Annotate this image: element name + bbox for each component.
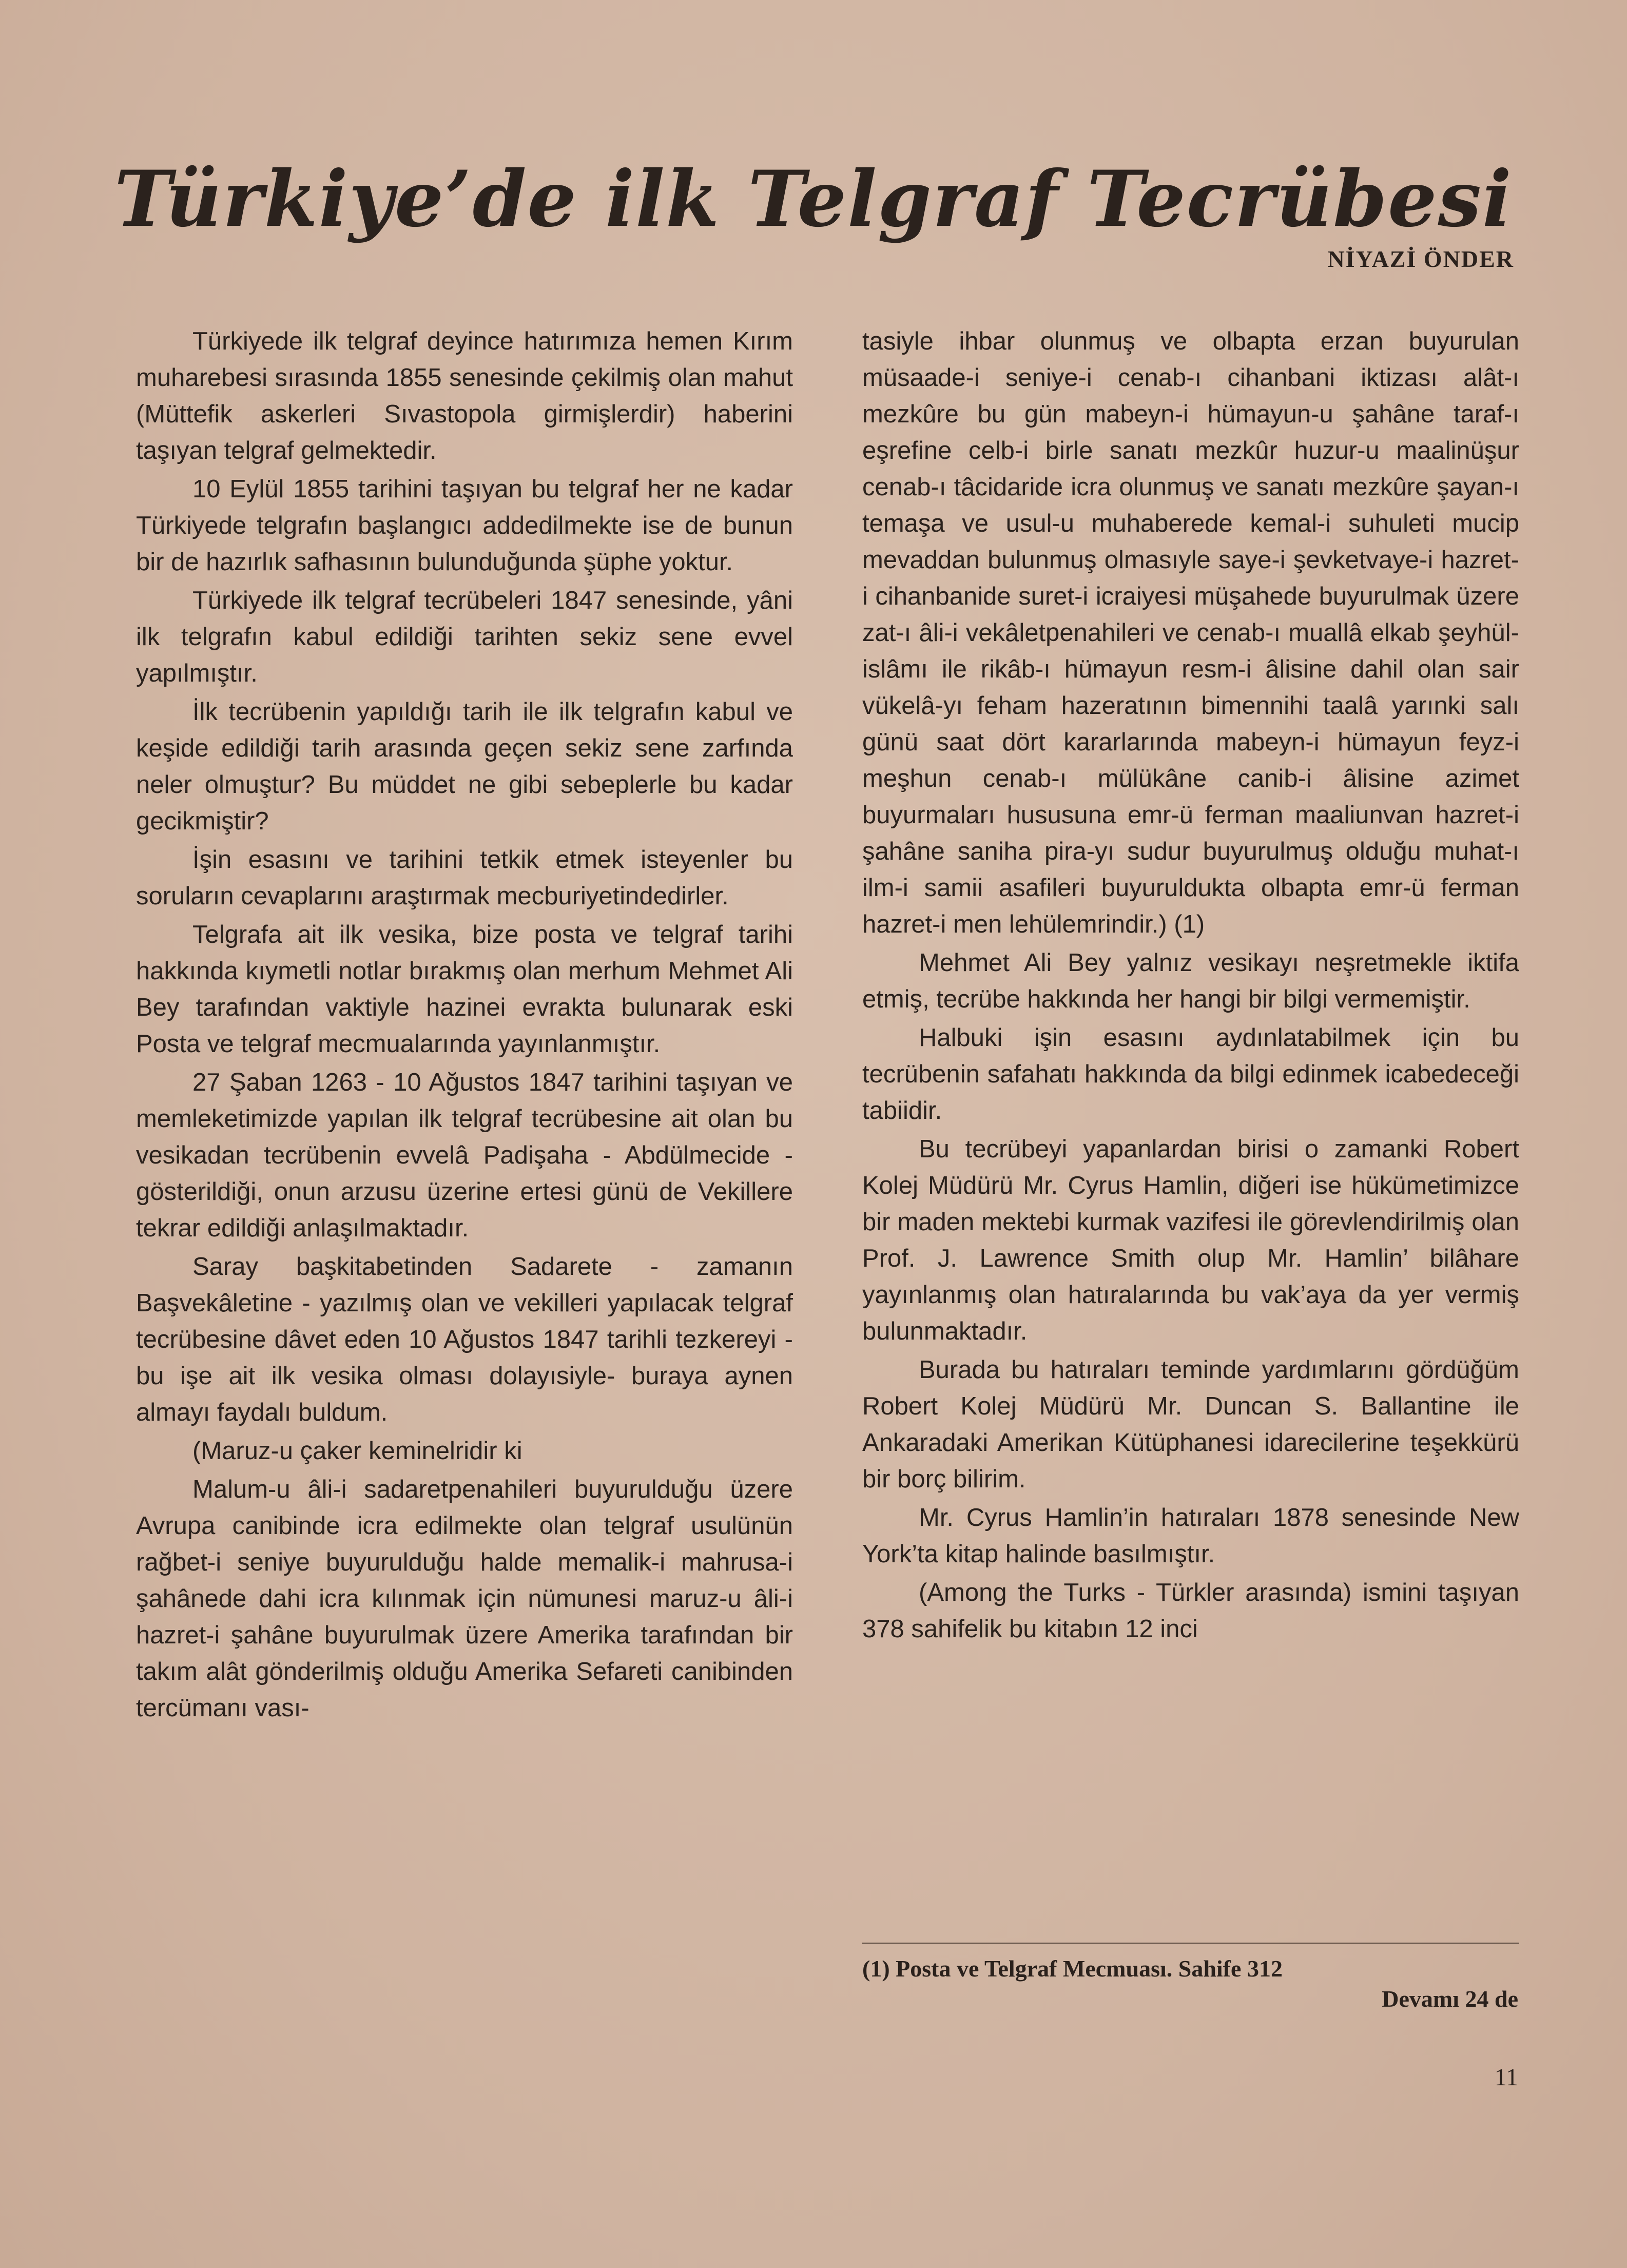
footnote-divider: [862, 1943, 1519, 1944]
paragraph: Türkiyede ilk telgraf deyince hatırımıza hemen Kırım muharebesi sırasında 1855 senesinde çekilmiş olan mahut (Müttefik askerleri Sıvastopola girmişlerdir) haberini taşıyan telgraf gelmektedir.: [136, 327, 793, 464]
paragraph: 10 Eylül 1855 tarihini taşıyan bu telgraf her ne kadar Türkiyede telgrafın başlangıcı addedilmekte ise de bunun bir de hazırlık safhasının bulunduğunda şüphe yoktur.: [136, 475, 793, 576]
footnote: (1) Posta ve Telgraf Mecmuası. Sahife 312: [862, 1955, 1283, 1982]
paragraph: Burada bu hatıraları teminde yardımlarını gördüğüm Robert Kolej Müdürü Mr. Duncan S. Ballantine ile Ankaradaki Amerikan Kütüphanesi idarecilerine teşekkürü bir borç bilirim.: [862, 1356, 1519, 1493]
continued-note: Devamı 24 de: [1382, 1986, 1518, 2012]
paragraph: 27 Şaban 1263 - 10 Ağustos 1847 tarihini taşıyan ve memleketimizde yapılan ilk telgraf tecrübesine ait olan bu vesikadan tecrübenin evvelâ Padişaha - Abdülmecide - gösterildiği, onun arzusu üzerine ertesi günü de Vekillere tekrar edildiği anlaşılmaktadır.: [136, 1069, 793, 1242]
article-title: Türkiye’de ilk Telgraf Tecrübesi: [114, 154, 1513, 244]
right-column: [862, 323, 1519, 1650]
paragraph: Türkiyede ilk telgraf tecrübeleri 1847 senesinde, yâni ilk telgrafın kabul edildiği tarihten sekiz sene evvel yapılmıştır.: [136, 587, 793, 687]
paragraph: Mehmet Ali Bey yalnız vesikayı neşretmekle iktifa etmiş, tecrübe hakkında her hangi bir bilgi vermemiştir.: [862, 949, 1519, 1013]
paragraph: Saray başkitabetinden Sadarete - zamanın Başvekâletine - yazılmış olan ve vekilleri yapılacak telgraf tecrübesine dâvet eden 10 Ağustos 1847 tarihli tezkereyi -bu işe ait ilk vesika olması dolayısiyle- buraya aynen almayı faydalı buldum.: [136, 1253, 793, 1426]
paragraph: İlk tecrübenin yapıldığı tarih ile ilk telgrafın kabul ve keşide edildiği tarih arasında geçen sekiz sene zarfında neler olmuştur? Bu müddet ne gibi sebeplerle bu kadar gecikmiştir?: [136, 698, 793, 835]
paragraph: Mr. Cyrus Hamlin’in hatıraları 1878 senesinde New York’ta kitap halinde basılmıştır.: [862, 1504, 1519, 1568]
paragraph: İşin esasını ve tarihini tetkik etmek isteyenler bu soruların cevaplarını araştırmak mecburiyetindedirler.: [136, 846, 793, 910]
paragraph: Telgrafa ait ilk vesika, bize posta ve telgraf tarihi hakkında kıymetli notlar bırakmış olan merhum Mehmet Ali Bey tarafından vaktiyle hazinei evrakta bulunarak eski Posta ve telgraf mecmualarında yayınlanmıştır.: [136, 921, 793, 1058]
paragraph: (Maruz-u çaker keminelridir ki: [192, 1437, 522, 1465]
paragraph: tasiyle ihbar olunmuş ve olbapta erzan buyurulan müsaade-i seniye-i cenab-ı cihanbani iktizası alât-ı mezkûre bu gün mabeyn-i hümayun-u şahâne taraf-ı eşrefine celb-i birle sanatı mezkûr huzur-u maalinüşur cenab-ı tâcidaride icra olunmuş ve sanatı mezkûre şayan-ı temaşa ve usul-u muhaberede kemal-i suhuleti mucip mevaddan bulunmuş olmasıyle saye-i şevketvaye-i hazret-i cihanbanide suret-i icraiyesi müşahede buyurulmak üzere zat-ı âli-i vekâletpenahileri ve cenab-ı muallâ elkab şeyhül-islâmı ile rikâb-ı hümayun resm-i âlisine dahil olan sair vükelâ-yı feham hazeratının bimennihi taalâ yarınki salı günü saat dört kararlarında mabeyn-i hümayun feyz-i meşhun cenab-ı mülükâne canib-i âlisine azimet buyurmaları hususuna emr-ü ferman maaliunvan hazret-i şahâne saniha pira-yı sudur buyurulmuş olduğu muhat-ı ilm-i samii asafileri buyuruldukta olbapta emr-ü ferman hazret-i men lehülemrindir.) (1): [862, 327, 1519, 938]
paragraph: (Among the Turks - Türkler arasında) ismini taşıyan 378 sahifelik bu kitabın 12 inci: [862, 1579, 1519, 1643]
paragraph: Malum-u âli-i sadaretpenahileri buyurulduğu üzere Avrupa canibinde icra edilmekte olan telgraf usulünün rağbet-i seniye buyurulduğu halde memalik-i mahrusa-i şahânede dahi icra kılınmak için nümunesi maruz-u âli-i hazret-i şahâne buyurulmak üzere Amerika tarafından bir takım alât gönderilmiş olduğu Amerika Sefareti canibinden tercümanı vası-: [136, 1476, 793, 1722]
paragraph: Bu tecrübeyi yapanlardan birisi o zamanki Robert Kolej Müdürü Mr. Cyrus Hamlin, diğeri ise hükümetimizce bir maden mektebi kurmak vazifesi ile görevlendirilmiş olan Prof. J. Lawrence Smith olup Mr. Hamlin’ bilâhare yayınlanmış olan hatıralarında bu vak’aya da yer vermiş bulunmaktadır.: [862, 1135, 1519, 1345]
left-column: [136, 323, 793, 1729]
page-number: 11: [1494, 2064, 1518, 2091]
author-name: NİYAZİ ÖNDER: [1327, 246, 1514, 272]
paragraph: Halbuki işin esasını aydınlatabilmek için bu tecrübenin safahatı hakkında da bilgi edinmek icabedeceği tabiidir.: [862, 1024, 1519, 1125]
